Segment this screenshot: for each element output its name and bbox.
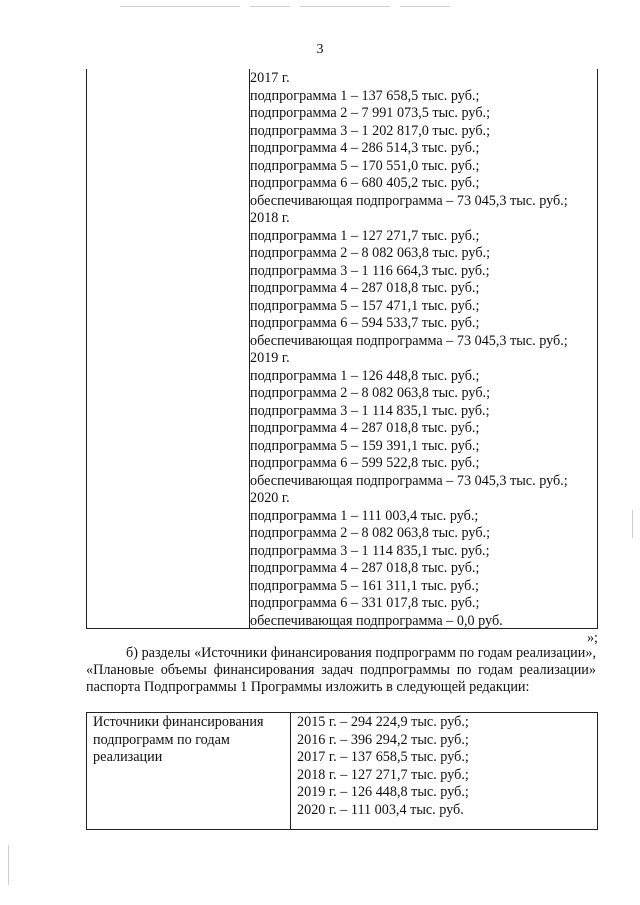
table-line: 2018 г. – 127 271,7 тыс. руб.; — [297, 766, 469, 783]
table-column-divider — [290, 713, 291, 829]
table-line: 2017 г. — [250, 70, 290, 86]
table-line: подпрограмма 4 – 287 018,8 тыс. руб.; — [250, 560, 480, 576]
financing-sources-values-cell — [297, 714, 597, 819]
table-line: подпрограмма 1 – 126 448,8 тыс. руб.; — [250, 367, 480, 384]
scan-artifact-top — [250, 6, 290, 7]
table-line: подпрограмма 2 – 8 082 063,8 тыс. руб.; — [250, 385, 491, 401]
table-line: подпрограмма 3 – 1 202 817,0 тыс. руб.; — [250, 122, 491, 139]
page-number: 3 — [316, 42, 324, 57]
table-line: 2017 г. – 137 658,5 тыс. руб.; — [297, 749, 469, 765]
scan-artifact-top — [400, 6, 450, 7]
amendment-paragraph: б) разделы «Источники финансирования подпрограмм по годам реализации», «Плановые объемы финансирования задач подпрограммы по годам реализации» паспорта Подпрограммы 1 Программы изложить в следующей редакции: — [86, 645, 596, 696]
table-line: подпрограмма 4 – 286 514,3 тыс. руб.; — [250, 140, 480, 156]
scan-artifact-top — [120, 6, 240, 7]
table-line: подпрограмма 5 – 161 311,1 тыс. руб.; — [250, 577, 479, 594]
financing-sources-label-cell — [93, 714, 288, 767]
table-line: подпрограмма 1 – 137 658,5 тыс. руб.; — [250, 87, 480, 104]
table-line: подпрограмма 2 – 7 991 073,5 тыс. руб.; — [250, 105, 491, 121]
table-line: подпрограмма 3 – 1 114 835,1 тыс. руб.; — [250, 402, 490, 419]
table-line: подпрограмма 2 – 8 082 063,8 тыс. руб.; — [250, 525, 491, 541]
table-line: подпрограмма 4 – 287 018,8 тыс. руб.; — [250, 280, 480, 296]
table-line: обеспечивающая подпрограмма – 0,0 руб. — [250, 612, 503, 629]
table-line: подпрограмма 5 – 170 551,0 тыс. руб.; — [250, 157, 480, 174]
closing-quote: »; — [586, 630, 598, 646]
scan-artifact-top — [300, 6, 390, 7]
table-line: обеспечивающая подпрограмма – 73 045,3 тыс. руб.; — [250, 332, 568, 349]
table-line: подпрограмма 3 – 1 116 664,3 тыс. руб.; — [250, 262, 490, 279]
table-line: 2019 г. — [250, 350, 290, 366]
table-line: подпрограмма 6 – 594 533,7 тыс. руб.; — [250, 315, 480, 331]
table-line: реализации — [93, 749, 163, 765]
table-line: Источники финансирования — [93, 714, 264, 730]
table-line: 2016 г. – 396 294,2 тыс. руб.; — [297, 731, 469, 748]
table-line: подпрограмма 2 – 8 082 063,8 тыс. руб.; — [250, 245, 491, 261]
table-line: 2020 г. — [250, 490, 290, 506]
table-line: подпрограмма 6 – 331 017,8 тыс. руб.; — [250, 595, 480, 611]
table-line: подпрограмма 5 – 157 471,1 тыс. руб.; — [250, 297, 480, 314]
table-line: подпрограмма 1 – 111 003,4 тыс. руб.; — [250, 507, 479, 524]
table-line: подпрограмма 6 – 599 522,8 тыс. руб.; — [250, 455, 480, 471]
table-line: 2019 г. – 126 448,8 тыс. руб.; — [297, 784, 469, 800]
table-line: 2015 г. – 294 224,9 тыс. руб.; — [297, 714, 469, 730]
table-line: подпрограмма 4 – 287 018,8 тыс. руб.; — [250, 420, 480, 436]
table-line: подпрограмм по годам — [93, 731, 230, 748]
table-line: подпрограмма 5 – 159 391,1 тыс. руб.; — [250, 437, 480, 454]
scan-artifact-right-margin — [632, 510, 633, 538]
table-line: обеспечивающая подпрограмма – 73 045,3 тыс. руб.; — [250, 192, 568, 209]
table-line: подпрограмма 3 – 1 114 835,1 тыс. руб.; — [250, 542, 490, 559]
table-line: 2020 г. – 111 003,4 тыс. руб. — [297, 801, 464, 818]
table-line: обеспечивающая подпрограмма – 73 045,3 тыс. руб.; — [250, 472, 568, 489]
table-line: 2018 г. — [250, 210, 290, 226]
scan-artifact-left-margin — [8, 845, 9, 885]
financing-by-year-cell — [250, 70, 595, 630]
table-line: подпрограмма 1 – 127 271,7 тыс. руб.; — [250, 227, 480, 244]
table-line: подпрограмма 6 – 680 405,2 тыс. руб.; — [250, 175, 480, 191]
